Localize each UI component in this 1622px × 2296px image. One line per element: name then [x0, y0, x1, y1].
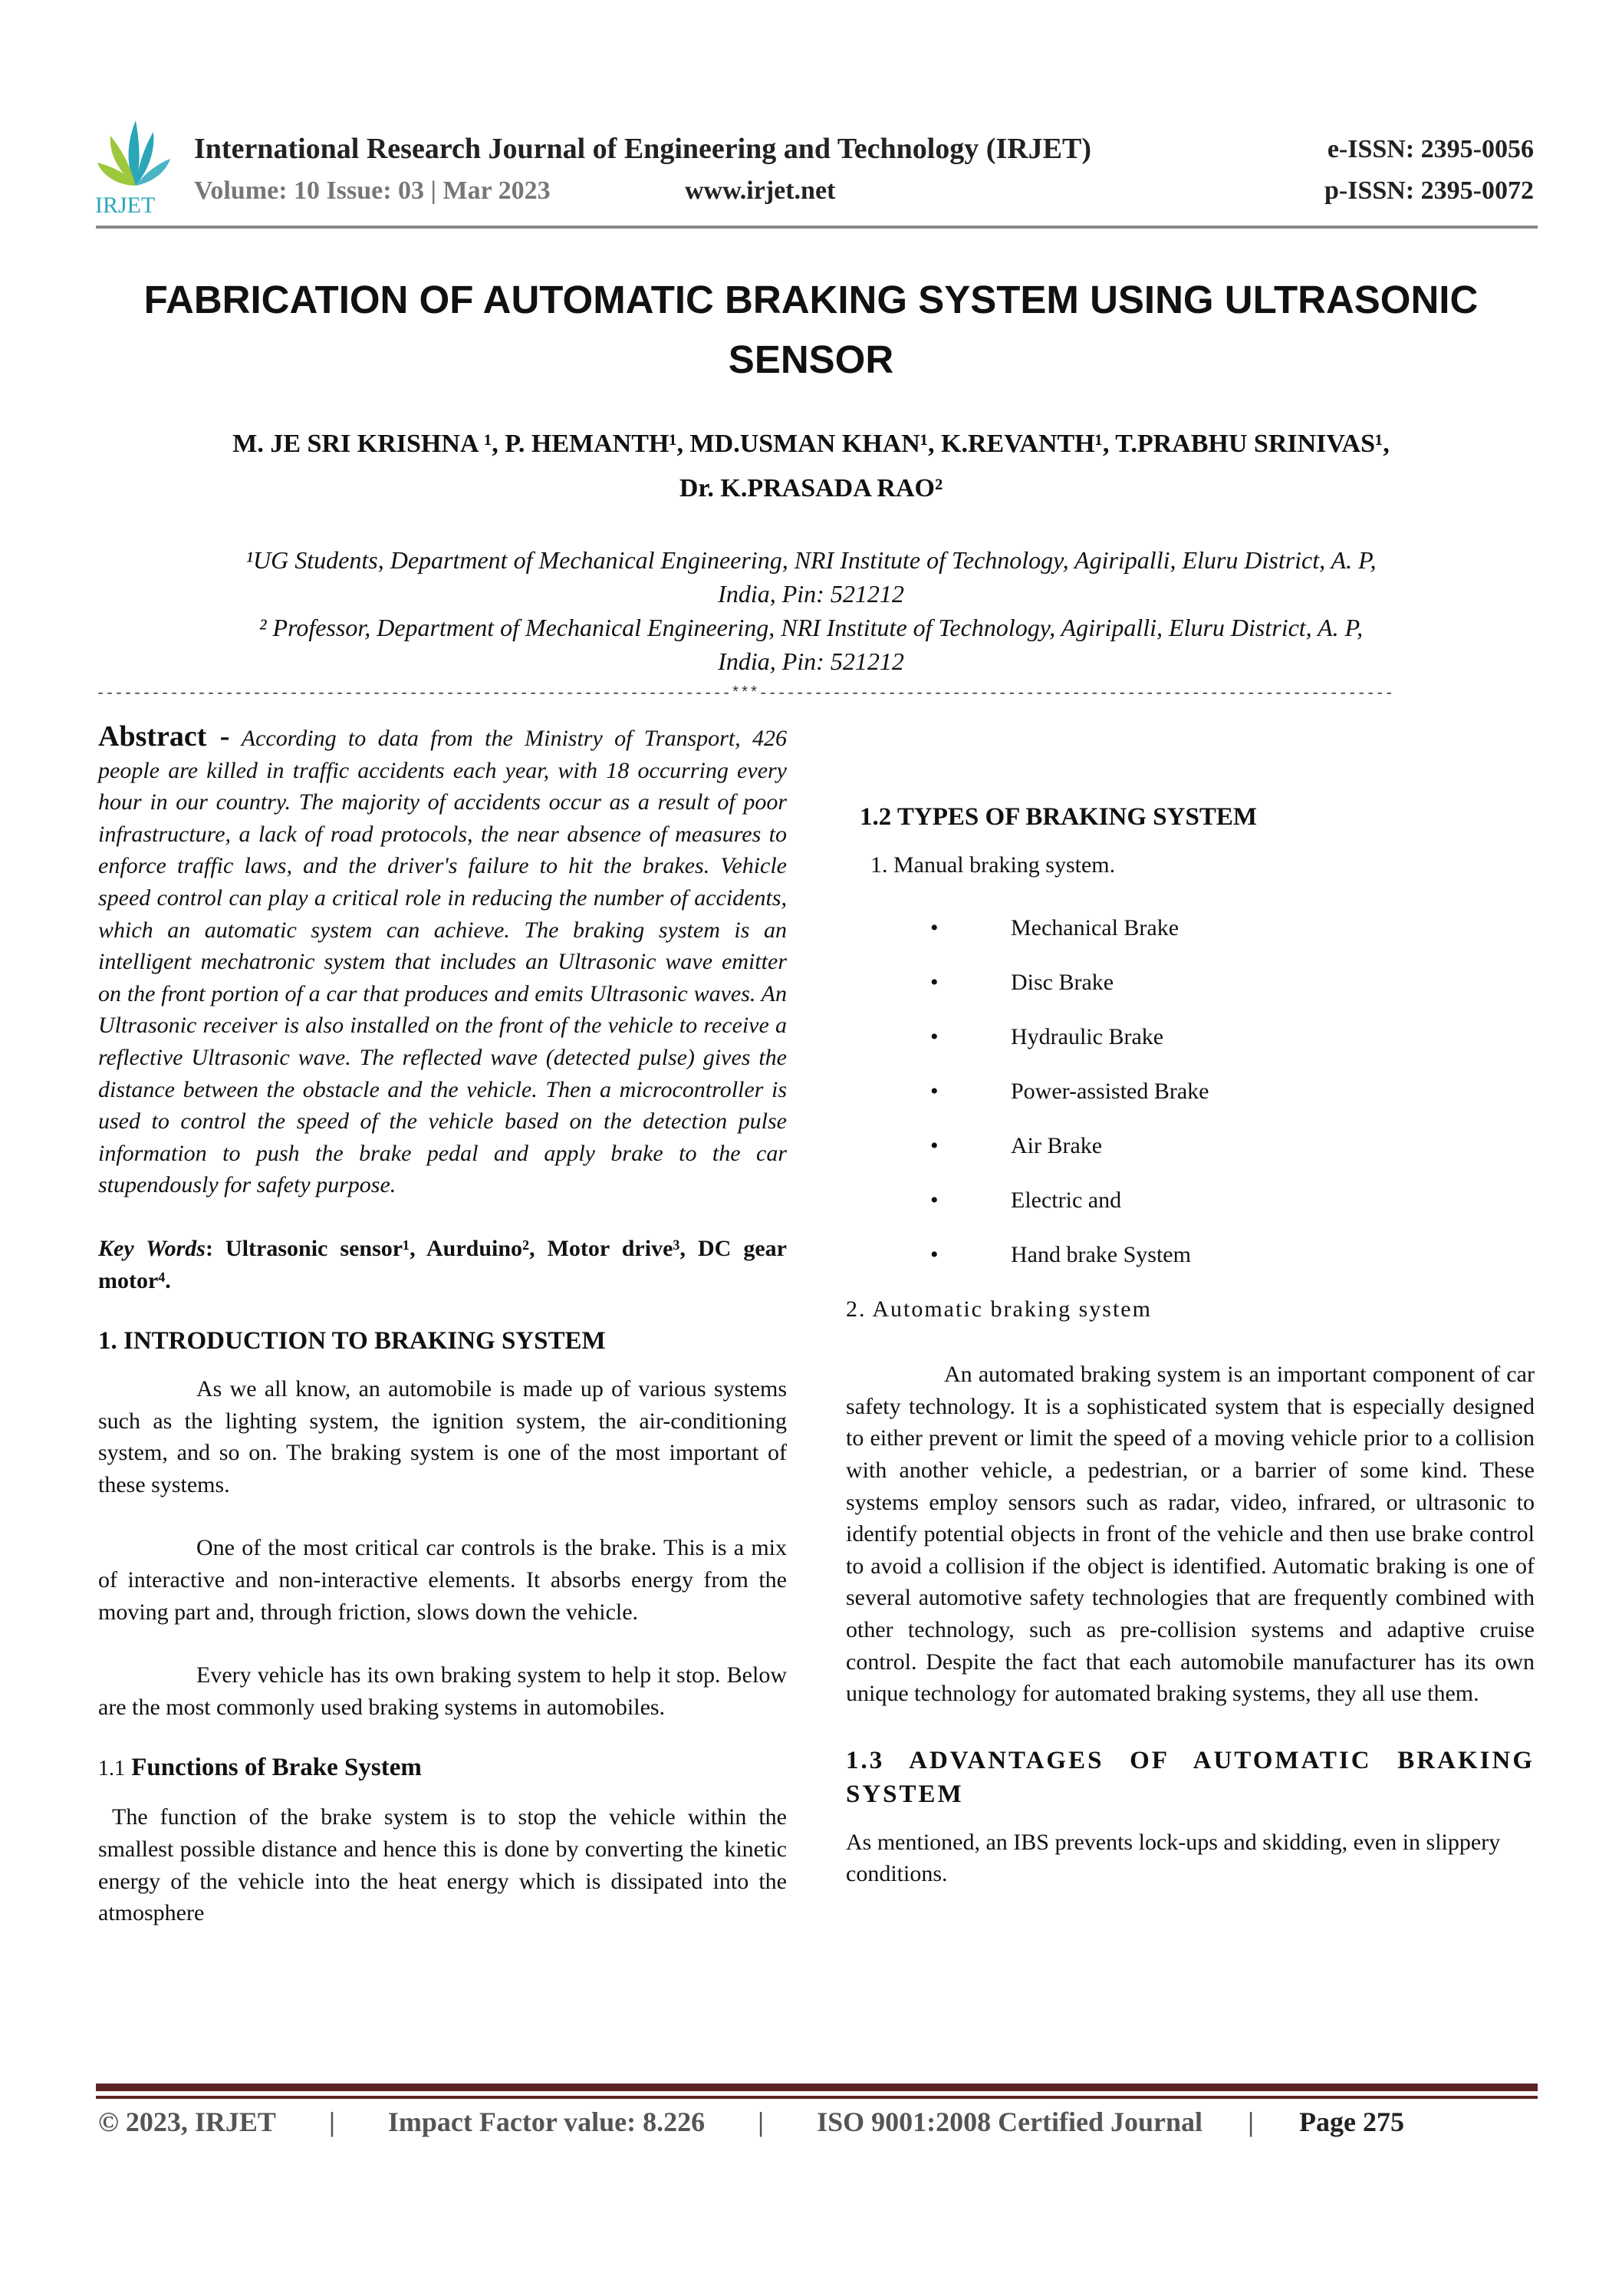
list-item: • Power-assisted Brake — [930, 1078, 1209, 1104]
keywords-label: Key Words — [98, 1235, 206, 1261]
section-1-para-2: One of the most critical car controls is the brake. This is a mix of interactive and non-interactive elements. It absorbs energy from the moving part and, through friction, slows down the vehicle. — [98, 1535, 787, 1625]
authors-line-2: Dr. K.PRASADA RAO² — [679, 474, 943, 502]
volume-issue: Volume: 10 Issue: 03 | Mar 2023 — [194, 176, 551, 205]
footer-impact-factor: Impact Factor value: 8.226 — [387, 2107, 706, 2137]
footer-divider: | — [328, 2107, 335, 2137]
keywords-text: : Ultrasonic sensor¹, Aurduino², Motor drive³, DC gear motor⁴. — [98, 1235, 787, 1293]
section-1-para-1: As we all know, an automobile is made up of various systems such as the lighting system, the ignition system, the air-conditioning system, and so on. The braking system is one of the most important of these systems. — [98, 1376, 787, 1497]
footer-iso: ISO 9001:2008 Certified Journal — [817, 2107, 1203, 2137]
irjet-logo — [94, 117, 178, 216]
affiliation-1: ¹UG Students, Department of Mechanical Engineering, NRI Institute of Technology, Agiripalli, Eluru District, A. P, India, Pin: 521212 — [245, 546, 1377, 608]
automatic-braking-para: An automated braking system is an important component of car safety technology. It is a sophisticated system that is especially designed to either prevent or limit the speed of a moving vehicle prior to a collision with another vehicle, a pedestrian, or a barrier of some kind. These systems employ sensors such as radar, video, infrared, or ultrasonic to identify potential objects in front of the vehicle and then use brake control to avoid a collision if the object is identified. Automatic braking is one of several automotive safety technologies that are frequently combined with other technology, such as pre-collision systems and adaptive cruise control. Despite the fact that each automobile manufacturer has its own unique technology for automated braking systems, they all use them. — [846, 1362, 1535, 1707]
section-1-para-3: Every vehicle has its own braking system to help it stop. Below are the most commonly used braking systems in automobiles. — [98, 1662, 787, 1720]
section-1-1-heading — [98, 1751, 787, 1786]
list-item: • Mechanical Brake — [930, 914, 1179, 940]
footer — [98, 2106, 1404, 2138]
section-1-heading: 1. INTRODUCTION TO BRAKING SYSTEM — [98, 1327, 606, 1356]
abstract-label: Abstract - — [98, 720, 230, 753]
keywords — [98, 1233, 787, 1296]
list-item: • Air Brake — [930, 1132, 1103, 1158]
authors — [77, 422, 1545, 511]
section-1-3-para: As mentioned, an IBS prevents lock-ups and skidding, even in slippery conditions. — [846, 1829, 1501, 1887]
footer-rule-thin — [96, 2096, 1538, 2099]
section-1-2-heading: 1.2 TYPES OF BRAKING SYSTEM — [860, 803, 1258, 831]
abstract — [98, 721, 787, 1201]
list-item: • Hand brake System — [930, 1241, 1191, 1267]
footer-page-number: Page 275 — [1299, 2107, 1404, 2137]
automatic-braking-label: 2. Automatic braking system — [846, 1296, 1152, 1322]
list-item: • Hydraulic Brake — [930, 1023, 1164, 1049]
section-title: Functions of Brake System — [131, 1754, 422, 1782]
paper-title: FABRICATION OF AUTOMATIC BRAKING SYSTEM USING ULTRASONIC SENSOR — [143, 278, 1479, 381]
section-separator: ---------------------------------------------------------------------***--------------------------------------------------------------------- — [96, 685, 1394, 703]
list-item: • Disc Brake — [930, 969, 1114, 995]
svg-text:IRJET: IRJET — [95, 193, 156, 216]
footer-divider: | — [1248, 2107, 1254, 2137]
affiliation-2: ² Professor, Department of Mechanical Engineering, NRI Institute of Technology, Agiripalli, Eluru District, A. P, India, Pin: 521212 — [258, 614, 1364, 675]
footer-copyright: © 2023, IRJET — [98, 2107, 276, 2137]
section-1-3-heading: 1.3 ADVANTAGES OF AUTOMATIC BRAKING SYSTEM — [846, 1746, 1535, 1808]
website-link[interactable]: www.irjet.net — [685, 176, 836, 205]
left-column — [98, 721, 787, 1929]
authors-line-1: M. JE SRI KRISHNA ¹, P. HEMANTH¹, MD.USMAN KHAN¹, K.REVANTH¹, T.PRABHU SRINIVAS¹, — [232, 430, 1390, 458]
manual-brake-list — [930, 912, 1535, 1271]
journal-title: International Research Journal of Engineering and Technology (IRJET) — [194, 133, 1092, 165]
header-rule — [96, 226, 1538, 229]
manual-braking-label: 1. Manual braking system. — [870, 852, 1116, 878]
pissn: p-ISSN: 2395-0072 — [1324, 176, 1534, 205]
eissn: e-ISSN: 2395-0056 — [1327, 135, 1534, 163]
right-column — [846, 721, 1535, 1890]
section-number: 1.1 — [98, 1757, 125, 1781]
affiliations — [77, 543, 1545, 678]
list-item: • Electric and — [930, 1187, 1122, 1213]
footer-divider: | — [758, 2107, 765, 2137]
abstract-text: According to data from the Ministry of Transport, 426 people are killed in traffic accidents each year, with 18 occurring every hour in our country. The majority of accidents occur as a result of poor infrastructure, a lack of road protocols, the near absence of measures to enforce traffic laws, and the driver's failure to hit the brakes. Vehicle speed control can play a critical role in reducing the number of accidents, which an automatic system can achieve. The braking system is an intelligent mechatronic system that includes an Ultrasonic wave emitter on the front portion of a car that produces and emits Ultrasonic waves. An Ultrasonic receiver is also installed on the front of the vehicle to receive a reflective Ultrasonic wave. The reflected wave (detected pulse) gives the distance between the obstacle and the vehicle. Then a microcontroller is used to control the speed of the vehicle based on the detection pulse information to push the brake pedal and apply brake to the car stupendously for safety purpose. — [98, 726, 788, 1198]
footer-rule — [96, 2084, 1538, 2091]
section-1-1-para: The function of the brake system is to stop the vehicle within the smallest possible distance and hence this is done by converting the kinetic energy of the vehicle into the heat energy which is dissipated into the atmosphere — [98, 1804, 787, 1926]
